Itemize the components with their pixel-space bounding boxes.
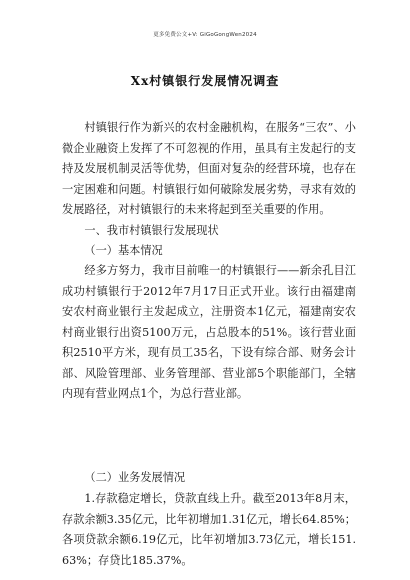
header-note: 更多免费公文+V: GiGoGongWen2024 xyxy=(153,32,257,38)
intro-paragraph: 村镇银行作为新兴的农村金融机构，在服务“三农”、小微企业融资上发挥了不可忽视的作用，虽具有主发起行的支持及发展机制灵活等优势，但面对复杂的经营环境，也存在一定困难和问题。村镇银行如何破除发展劣势，寻求有效的发展路径，对村镇银行的未来将起到至关重要的作用。 xyxy=(62,121,356,216)
subsection-heading-basic: （一）基本情况 xyxy=(84,244,163,257)
subsection-heading-block xyxy=(62,241,356,262)
section-heading: 一、我市村镇银行发展现状 xyxy=(84,224,219,237)
business-info-paragraph: 1.存款稳定增长，贷款直线上升。截至2013年8月末，存款余额3.35亿元，比年初增加1.31亿元，增长64.85%；各项贷款余额6.19亿元，比年初增加3.73亿元，增长151.63%；存贷比185.37%。 xyxy=(62,492,356,567)
subsection-heading-business: （二）业务发展情况 xyxy=(84,471,186,484)
intro-paragraph-block xyxy=(62,118,356,221)
basic-info-paragraph: 经多方努力，我市目前唯一的村镇银行——新余孔目江成功村镇银行于2012年7月17日正式开业。该行由福建南安农村商业银行主发起成立，注册资本1亿元，福建南安农村商业银行出资5100万元，占总股本的51%。该行营业面积2510平方米，现有员工35名，下设有综合部、财务会计部、风险管理部、业务管理部、营业部5个职能部门，全辖内现有营业网点1个，为总行营业部。 xyxy=(62,264,356,400)
section-heading-block xyxy=(62,221,356,242)
basic-info-paragraph-block xyxy=(62,261,356,405)
subsection-heading-block-2 xyxy=(62,468,356,489)
document-title: Xx村镇银行发展情况调查 xyxy=(130,74,280,88)
business-info-paragraph-block xyxy=(62,489,356,571)
